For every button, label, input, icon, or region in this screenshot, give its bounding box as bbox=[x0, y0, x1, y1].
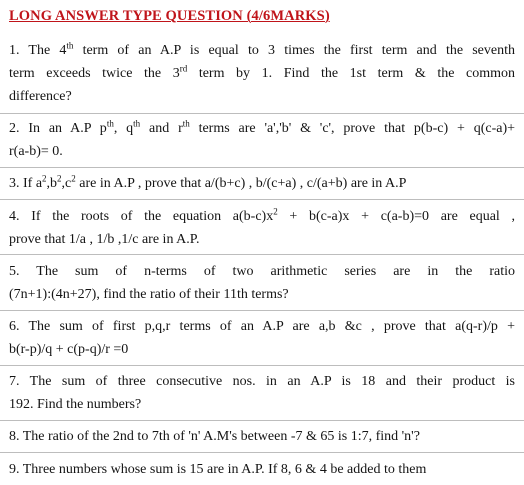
question-3-line-1: 3. If $a^2,b^2,c^2$ are in A.P , prove that a/(b+c) , b/(c+a) , c/(a+b) are in A.P bbox=[9, 173, 407, 191]
separator bbox=[0, 452, 524, 453]
page-title: LONG ANSWER TYPE QUESTION (4/6MARKS) bbox=[9, 8, 330, 24]
separator bbox=[0, 167, 524, 168]
question-7-line-2: 192. Find the numbers? bbox=[9, 397, 142, 412]
question-2 bbox=[9, 117, 515, 163]
question-1-line-3: difference? bbox=[9, 89, 72, 104]
question-4-line-1: 4. If the roots of the equation $a(b-c)x^2 + b(c-a)x + c(a-b)=0$ are equal , bbox=[9, 206, 516, 224]
separator bbox=[0, 365, 524, 366]
separator bbox=[0, 254, 524, 255]
question-9 bbox=[9, 458, 515, 481]
question-2-line-1: 2. In an A.P $p^{th}$, $q^{th}$ and $r^{th}$ terms are 'a','b' & 'c', prove that p(b-c) + q(c-a)+ bbox=[9, 118, 515, 136]
question-8-line-1: 8. The ratio of the 2nd to 7th of 'n' A.M's between -7 & 65 is 1:7, find 'n'? bbox=[9, 429, 420, 444]
question-2-line-2: r(a-b)= 0. bbox=[9, 144, 63, 159]
question-9-line-1: 9. Three numbers whose sum is 15 are in A.P. If 8, 6 & 4 be added to them bbox=[9, 462, 427, 477]
separator bbox=[0, 420, 524, 421]
question-1-line-1: 1. The 4th term of an A.P is equal to 3 times the first term and the seventh bbox=[9, 40, 515, 58]
separator bbox=[0, 310, 524, 311]
question-3 bbox=[9, 172, 515, 195]
question-1 bbox=[9, 39, 515, 108]
question-7-line-1: 7. The sum of three consecutive nos. in an A.P is 18 and their product is bbox=[9, 374, 515, 389]
question-6 bbox=[9, 315, 515, 361]
question-4-line-2: prove that 1/a , 1/b ,1/c are in A.P. bbox=[9, 232, 200, 247]
question-8 bbox=[9, 425, 515, 448]
question-7 bbox=[9, 370, 515, 416]
separator bbox=[0, 199, 524, 200]
question-5-line-2: (7n+1):(4n+27), find the ratio of their 11th terms? bbox=[9, 287, 289, 302]
separator bbox=[0, 113, 524, 114]
question-4 bbox=[9, 205, 515, 251]
question-5 bbox=[9, 260, 515, 306]
question-6-line-2: b(r-p)/q + c(p-q)/r =0 bbox=[9, 342, 129, 357]
question-1-line-2: term exceeds twice the 3rd term by 1. Find the 1st term & the common bbox=[9, 63, 515, 81]
question-5-line-1: 5. The sum of n-terms of two arithmetic series are in the ratio bbox=[9, 264, 515, 279]
question-6-line-1: 6. The sum of first p,q,r terms of an A.P are a,b &c , prove that a(q-r)/p + bbox=[9, 319, 515, 334]
